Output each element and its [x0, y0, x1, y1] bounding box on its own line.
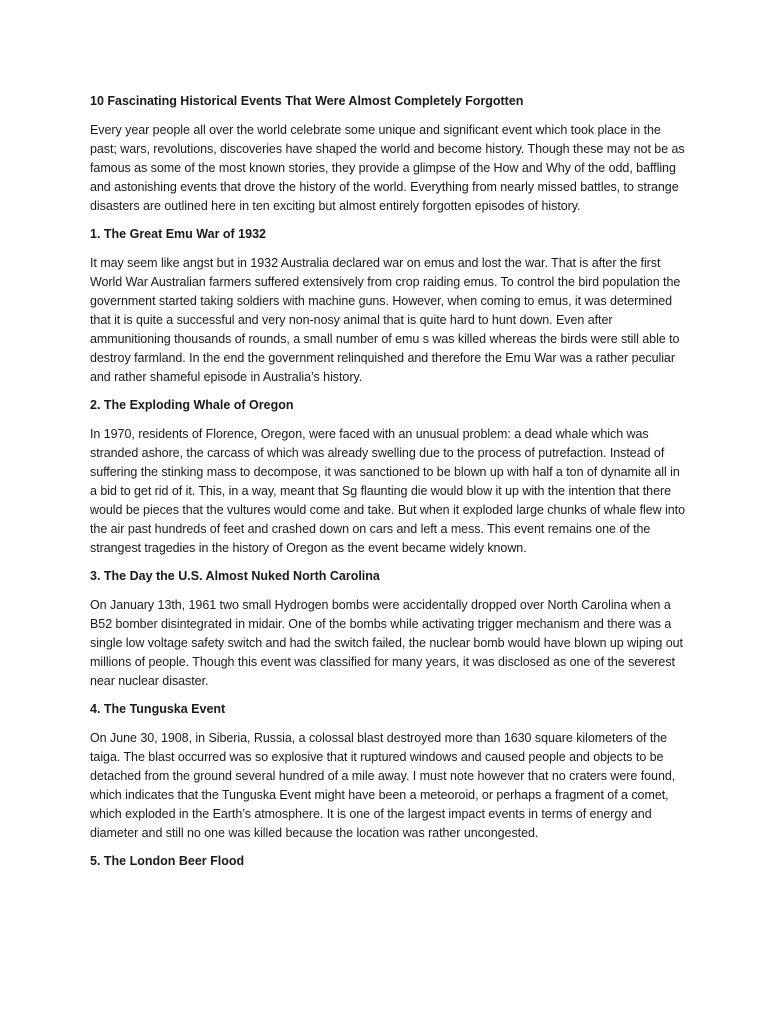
section-body-exploding-whale: In 1970, residents of Florence, Oregon, were faced with an unusual problem: a dead whale which was stranded ashore, the carcass of which was already swelling due to the process of putrefaction. Instead of suffering the stinking mass to decompose, it was sanctioned to be blown up with half a ton of dynamite all in a bid to get rid of it. This, in a way, meant that Sg flaunting die would blow it up with the intention that there would be pieces that the vultures would come and take. But when it exploded large chunks of whale flew into the air past hundreds of feet and crashed down on cars and left a mess. This event remains one of the strangest tragedies in the history of Oregon as the event became widely known. — [90, 427, 686, 555]
section-body-north-carolina: On January 13th, 1961 two small Hydrogen bombs were accidentally dropped over North Carolina when a B52 bomber disintegrated in midair. One of the bombs while activating trigger mechanism and there was a single low voltage safety switch and had the switch failed, the nuclear bomb would have blown up wiping out millions of people. Though this event was classified for many years, it was disclosed as one of the severest near nuclear disaster. — [90, 598, 683, 688]
section-heading-tunguska: 4. The Tunguska Event — [90, 702, 226, 716]
section-heading-north-carolina: 3. The Day the U.S. Almost Nuked North Carolina — [90, 569, 380, 583]
document-title: 10 Fascinating Historical Events That Were Almost Completely Forgotten — [90, 94, 524, 108]
document-page — [90, 92, 686, 881]
section-heading-exploding-whale: 2. The Exploding Whale of Oregon — [90, 398, 294, 412]
section-heading-beer-flood: 5. The London Beer Flood — [90, 854, 245, 868]
section-body-emu-war: It may seem like angst but in 1932 Australia declared war on emus and lost the war. That is after the first World War Australian farmers suffered extensively from crop raiding emus. To control the bird population the government started taking soldiers with machine guns. However, when coming to emus, it was determined that it is quite a successful and very non-nosy animal that is quite hard to hunt down. Even after ammunitioning thousands of rounds, a small number of emu s was killed whereas the birds were still able to destroy farmland. In the end the government relinquished and therefore the Emu War was a rather peculiar and rather shameful episode in Australia’s history. — [90, 256, 681, 384]
section-heading-emu-war: 1. The Great Emu War of 1932 — [90, 227, 266, 241]
section-body-tunguska: On June 30, 1908, in Siberia, Russia, a colossal blast destroyed more than 1630 square kilometers of the taiga. The blast occurred was so explosive that it ruptured windows and caused people and objects to be detached from the ground several hundred of a mile away. I must note however that no craters were found, which indicates that the Tunguska Event might have been a meteoroid, or perhaps a fragment of a comet, which exploded in the Earth’s atmosphere. It is one of the largest impact events in terms of energy and diameter and still no one was killed because the location was rather uncongested. — [90, 731, 676, 840]
intro-paragraph: Every year people all over the world celebrate some unique and significant event which took place in the past; wars, revolutions, discoveries have shaped the world and become history. Though these may not be as famous as some of the most known stories, they provide a glimpse of the How and Why of the odd, baffling and astonishing events that drove the history of the world. Everything from nearly missed battles, to strange disasters are outlined here in ten exciting but almost entirely forgotten episodes of history. — [90, 123, 685, 213]
